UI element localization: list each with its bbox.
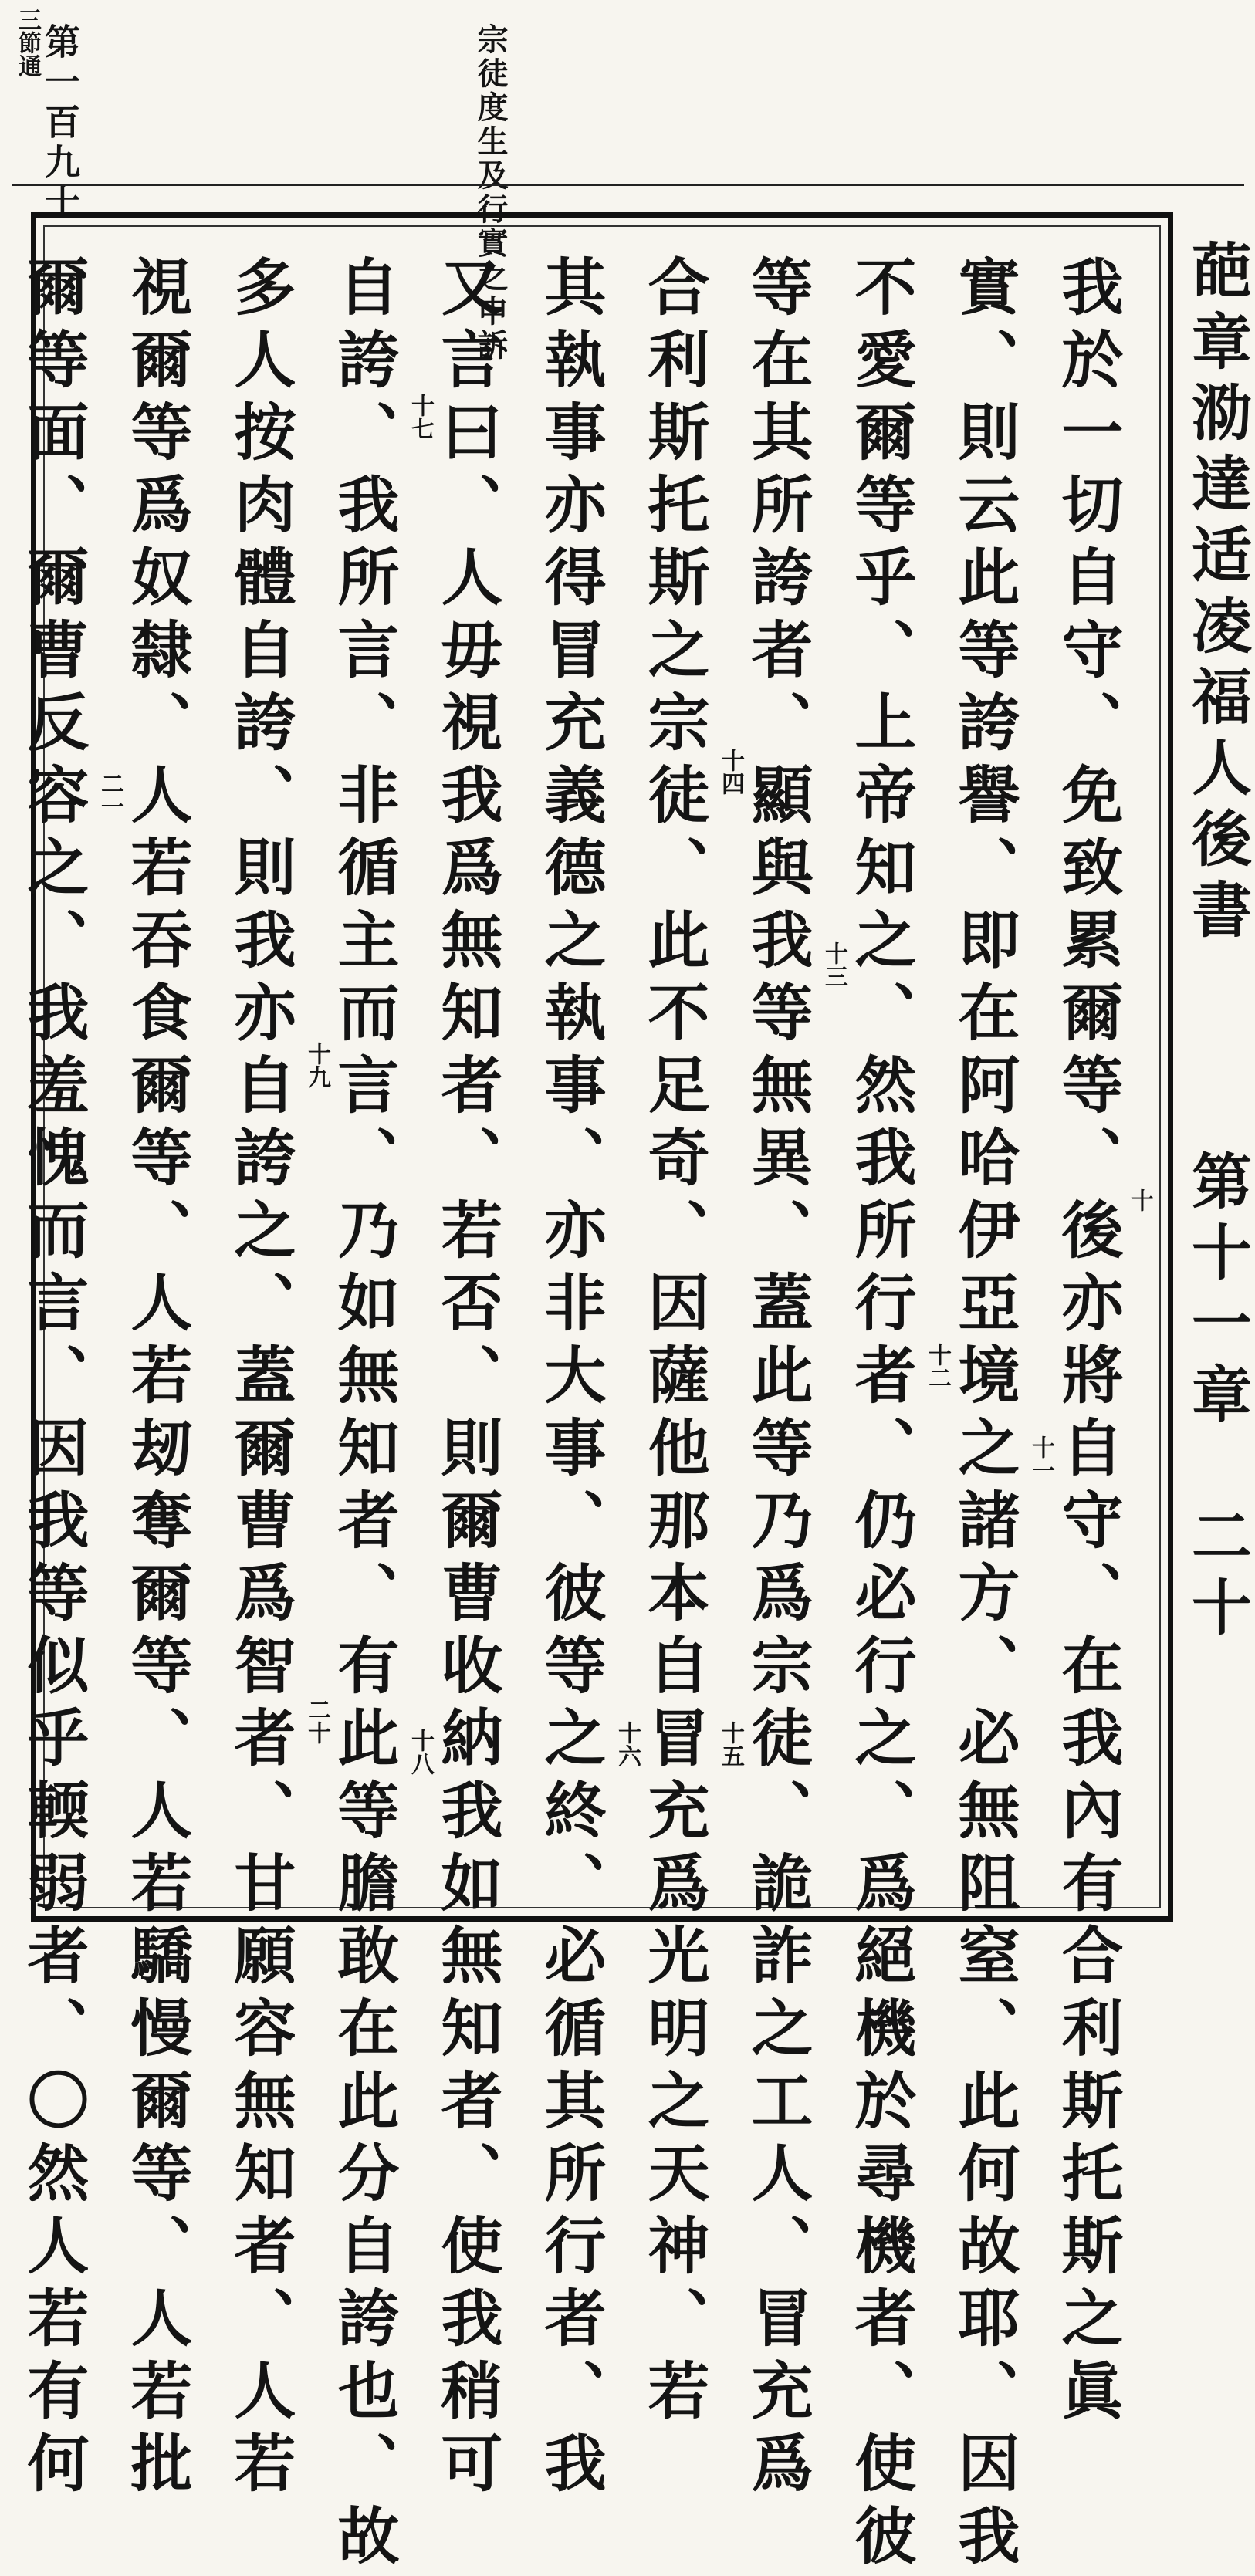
body-text <box>17 239 1165 2576</box>
verse-number: 十 <box>1126 1188 1153 1212</box>
verse-number: 十八 <box>407 1729 434 1775</box>
verse-number: 十四 <box>717 749 744 795</box>
top-margin <box>0 0 1255 363</box>
verse-number: 十七 <box>407 394 434 440</box>
verse-number: 十六 <box>614 1721 641 1767</box>
verse-number: 十三 <box>820 941 847 988</box>
text-column-1: 我於一切自守、免致累爾等、後亦將自守、在我內有合利斯托斯之眞 <box>1051 255 1124 2431</box>
text-column-9: 多人按肉體自誇、則我亦自誇之、蓋爾曹爲智者、甘願容無知者、人若 <box>224 255 296 2503</box>
text-column-2: 實、則云此等誇譽、即在阿哈伊亞境之諸方、必無阻窒、此何故耶、因我 <box>948 255 1020 2576</box>
title-column <box>1179 232 1252 1906</box>
chapter-label: 第十一章 <box>1182 1150 1252 1434</box>
text-column-10: 視爾等爲奴隸、人若吞食爾等、人若刼奪爾等、人若驕慢爾等、人若批 <box>120 255 193 2503</box>
verse-number: 十二 <box>924 1343 951 1389</box>
verse-number: 二十 <box>303 1698 330 1744</box>
text-column-11: 爾等面、爾曹反容之、我羞愧而言、因我等似乎輭弱者、〇然人若有何 <box>17 255 90 2503</box>
book-title: 葩章泐達适凌福人後書 <box>1182 239 1252 949</box>
text-column-3: 不愛爾等乎、上帝知之、然我所行者、仍必行之、爲絕機於尋機者、使彼 <box>844 255 917 2576</box>
text-column-6: 其執事亦得冒充義德之執事、亦非大事、彼等之終、必循其所行者、我 <box>534 255 607 2503</box>
verse-number: 十一 <box>1027 1435 1054 1482</box>
verse-number: 二一 <box>96 772 123 818</box>
left-margin-note: 三節通 <box>14 8 41 77</box>
verse-number: 十五 <box>717 1721 744 1767</box>
running-page-label: 第一百九十 <box>39 23 81 224</box>
text-column-4: 等在其所誇者、顯與我等無異、蓋此等乃爲宗徒、詭詐之工人、冒充爲 <box>741 255 814 2503</box>
text-column-7: 又言曰、人毋視我爲無知者、若否、則爾曹收納我如無知者、使我稍可 <box>431 255 503 2503</box>
page-number: 二十 <box>1182 1505 1252 1647</box>
verse-number: 十九 <box>303 1042 330 1088</box>
text-column-5: 合利斯托斯之宗徒、此不足奇、因薩他那本自冒充爲光明之天神、若 <box>638 255 710 2431</box>
marginal-heading: 宗徒度生及行實之申訴 <box>472 23 509 363</box>
text-column-8: 自誇、我所言、非循主而言、乃如無知者、有此等膽敢在此分自誇也、故 <box>327 255 400 2576</box>
